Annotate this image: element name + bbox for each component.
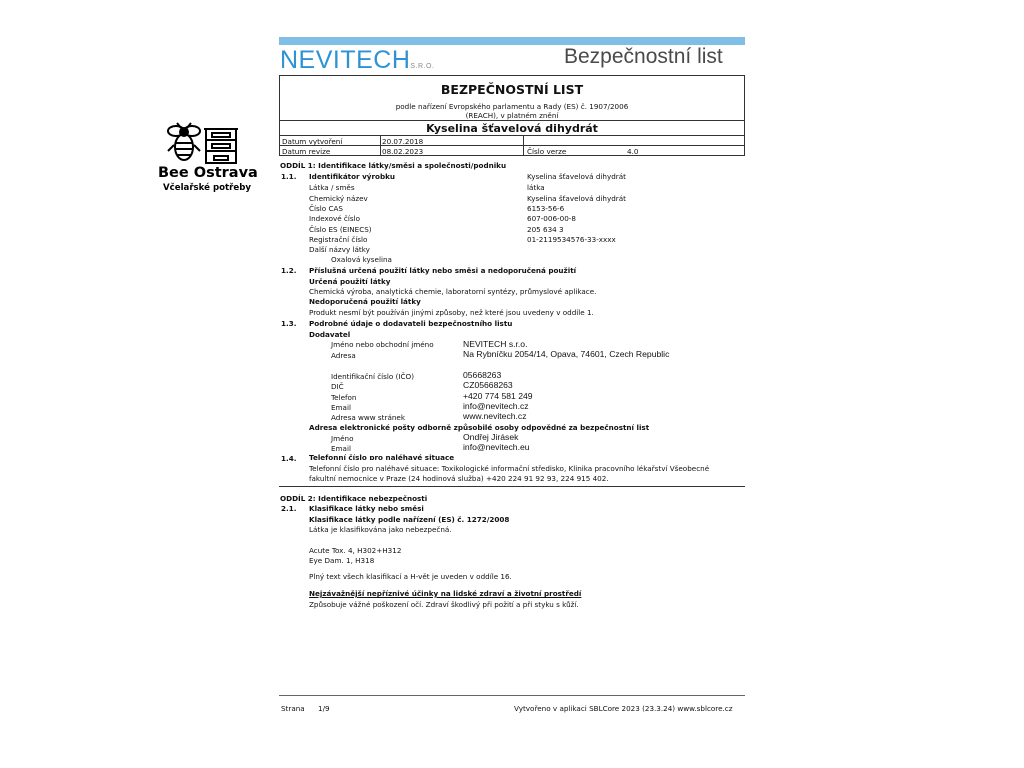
- field-label: Číslo CAS: [309, 204, 343, 213]
- subsection-title: Příslušná určená použití látky nebo směsi a nedoporučená použití: [309, 266, 577, 275]
- field-label: Číslo ES (EINECS): [309, 225, 372, 234]
- field-label: Chemický název: [309, 194, 368, 203]
- intended-uses-text: Chemická výroba, analytická chemie, laboratorní syntézy, průmyslové aplikace.: [309, 287, 597, 296]
- other-names-value: Oxalová kyselina: [331, 255, 392, 264]
- subsection-title: Identifikátor výrobku: [309, 172, 395, 181]
- version-label: Číslo verze: [527, 147, 567, 156]
- hazard-class-2: Eye Dam. 1, H318: [309, 556, 375, 565]
- bee-hive-icon: [150, 121, 268, 167]
- fulltext-note: Plný text všech klasifikací a H-vět je uveden v oddíle 16.: [309, 572, 512, 581]
- field-label: Registrační číslo: [309, 235, 368, 244]
- subsection-title: Podrobné údaje o dodavateli bezpečnostního listu: [309, 319, 513, 328]
- subsection-number: 1.3.: [281, 319, 297, 328]
- field-value: 607-006-00-8: [527, 214, 576, 223]
- title-box-divider: [523, 135, 524, 156]
- supplier-name-label: Jméno nebo obchodní jméno: [331, 340, 434, 349]
- section-divider: [279, 486, 745, 487]
- emergency-text-line-1: Telefonní číslo pro naléhavé situace: Toxikologické informační středisko, Klinika pracovního lékařství Všeobecné: [309, 464, 710, 473]
- supplier-field-value: +420 774 581 249: [463, 391, 533, 401]
- classification-text: Látka je klasifikována jako nebezpečná.: [309, 525, 452, 534]
- not-recommended-text: Produkt nesmí být používán jinými způsoby, než které jsou uvedeny v oddíle 1.: [309, 308, 594, 317]
- supplier-name-value: NEVITECH s.r.o.: [463, 339, 528, 349]
- subsection-number: 1.4.: [281, 454, 297, 463]
- bee-logo-name: Bee Ostrava: [158, 165, 258, 181]
- supplier-address-value: Na Rybníčku 2054/14, Opava, 74601, Czech Republic: [463, 349, 670, 359]
- supplier-field-label: Email: [331, 403, 351, 412]
- subsection-number: 2.1.: [281, 504, 297, 513]
- title-box-divider: [279, 120, 745, 121]
- created-value: 20.07.2018: [382, 137, 424, 146]
- competent-field-label: Email: [331, 444, 351, 453]
- other-names-label: Další názvy látky: [309, 245, 370, 254]
- supplier-field-label: Identifikační číslo (IČO): [331, 372, 415, 381]
- footer-divider: [279, 695, 745, 696]
- field-value: látka: [527, 183, 545, 192]
- supplier-field-value: info@nevitech.cz: [463, 401, 529, 411]
- supplier-field-value: CZ05668263: [463, 380, 513, 390]
- supplier-field-value: www.nevitech.cz: [463, 411, 527, 421]
- adverse-effects-text: Způsobuje vážné poškození očí. Zdraví škodlivý při požití a při styku s kůží.: [309, 600, 579, 609]
- page-number: 1/9: [318, 704, 330, 713]
- supplier-field-label: Telefon: [331, 393, 357, 402]
- classification-subtitle: Klasifikace látky podle nařízení (ES) č. 1272/2008: [309, 515, 510, 524]
- revision-value: 08.02.2023: [382, 147, 424, 156]
- logo-main: NEVITECH: [280, 46, 411, 74]
- intended-uses-title: Určená použití látky: [309, 277, 391, 286]
- field-value: 6153-56-6: [527, 204, 565, 213]
- nevitech-logo: [280, 46, 434, 75]
- title-box-divider: [380, 135, 381, 156]
- supplier-field-value: 05668263: [463, 370, 502, 380]
- logo-suffix: S.R.O.: [410, 63, 435, 70]
- emergency-text-line-2: fakultní nemocnice v Praze (24 hodinová služba) +420 224 91 92 93, 224 915 402.: [309, 474, 609, 483]
- competent-field-value: Ondřej Jirásek: [463, 432, 519, 442]
- subsection-number: 1.1.: [281, 172, 297, 181]
- title-box-divider: [279, 135, 745, 136]
- generated-by: Vytvořeno v aplikaci SBLCore 2023 (23.3.24) www.sblcore.cz: [514, 704, 733, 713]
- bee-ostrava-logo: [150, 121, 268, 193]
- supplier-field-label: Adresa www stránek: [331, 413, 405, 422]
- version-value: 4.0: [627, 147, 639, 156]
- competent-field-value: info@nevitech.eu: [463, 442, 530, 452]
- subsection-number: 1.2.: [281, 266, 297, 275]
- field-label: Látka / směs: [309, 183, 355, 192]
- field-label: Indexové číslo: [309, 214, 361, 223]
- competent-person-title: Adresa elektronické pošty odborně způsobilé osoby odpovědné za bezpečnostní list: [309, 423, 650, 432]
- field-value: Kyselina šťavelová dihydrát: [527, 194, 626, 203]
- competent-field-label: Jméno: [331, 434, 354, 443]
- product-identifier-value: Kyselina šťavelová dihydrát: [527, 172, 626, 181]
- section-1-heading: ODDÍL 1: Identifikace látky/směsi a společnosti/podniku: [280, 161, 507, 170]
- revision-label: Datum revize: [282, 147, 331, 156]
- page-label: Strana: [281, 704, 305, 713]
- created-label: Datum vytvoření: [282, 137, 343, 146]
- regulation-line-2: (REACH), v platném znění: [465, 111, 559, 120]
- section-2-heading: ODDÍL 2: Identifikace nebezpečnosti: [280, 494, 428, 503]
- sheet-title: BEZPEČNOSTNÍ LIST: [440, 82, 584, 97]
- hazard-class-1: Acute Tox. 4, H302+H312: [309, 546, 402, 555]
- not-recommended-title: Nedoporučená použití látky: [309, 297, 421, 306]
- document-type-title: Bezpečnostní list: [564, 45, 723, 68]
- product-name: Kyselina šťavelová dihydrát: [426, 122, 598, 135]
- title-box-divider: [279, 145, 745, 146]
- subsection-title: Klasifikace látky nebo směsi: [309, 504, 424, 513]
- regulation-line-1: podle nařízení Evropského parlamentu a Rady (ES) č. 1907/2006: [395, 102, 629, 111]
- adverse-effects-title: Nejzávažnější nepříznivé účinky na lidské zdraví a životní prostředí: [309, 589, 582, 598]
- header-accent-bar: [279, 37, 745, 45]
- field-value: 205 634 3: [527, 225, 564, 234]
- supplier-field-label: DIČ: [331, 382, 344, 391]
- subsection-title: Telefonní číslo pro naléhavé situace: [309, 453, 455, 460]
- bee-logo-subtitle: Včelařské potřeby: [163, 183, 251, 193]
- supplier-address-label: Adresa: [331, 351, 356, 360]
- supplier-title: Dodavatel: [309, 330, 351, 339]
- field-value: 01-2119534576-33-xxxx: [527, 235, 616, 244]
